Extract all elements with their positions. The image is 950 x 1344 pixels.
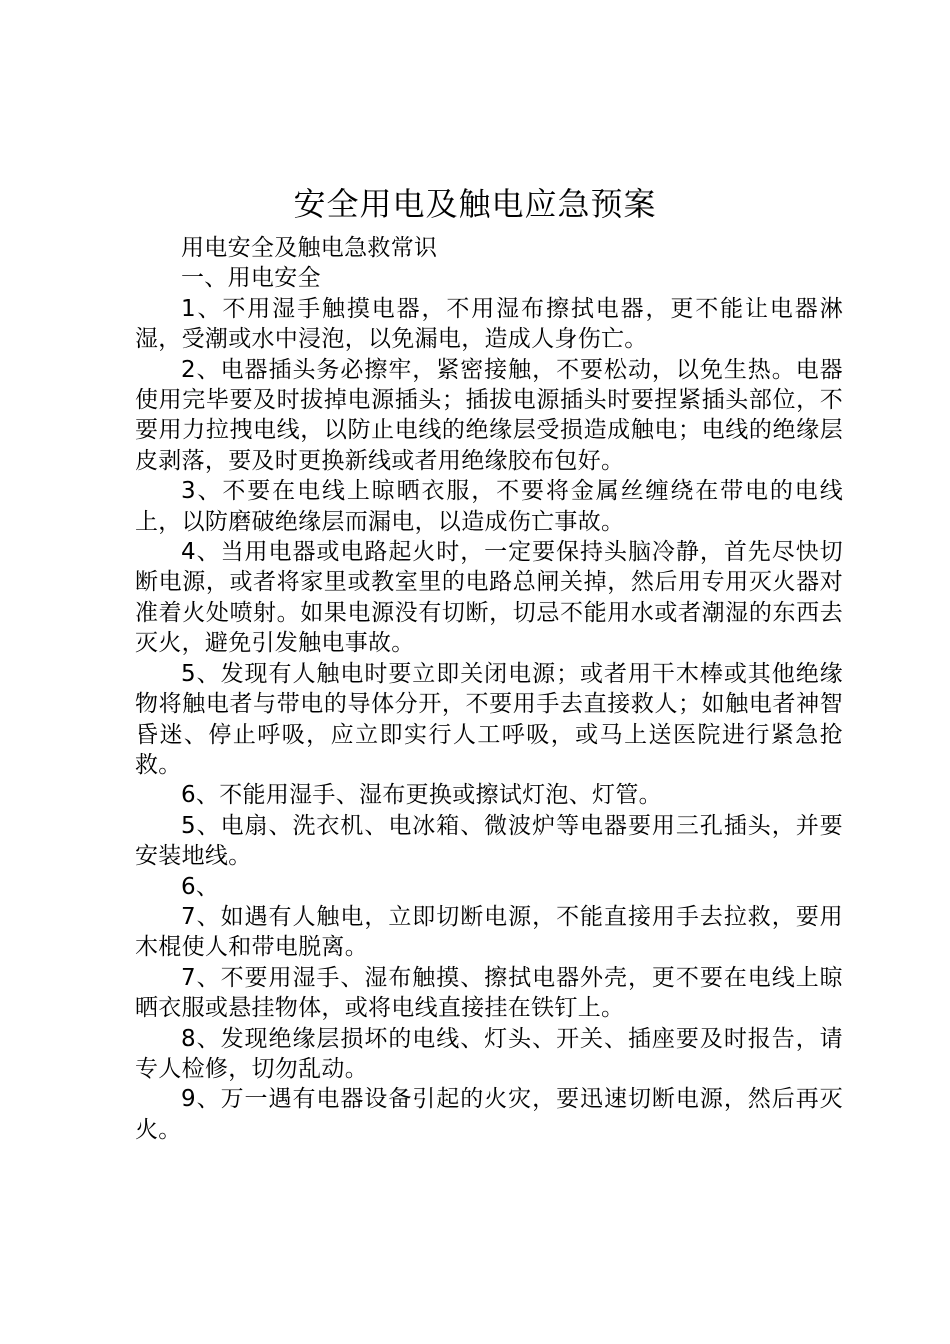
- section-heading: 用电安全及触电急救常识: [181, 235, 438, 261]
- subsection-heading: 一、用电安全: [181, 265, 321, 292]
- paragraph: 8、发现绝缘层损坏的电线、灯头、开关、插座要及时报告，请专人检修，切勿乱动。: [135, 1025, 843, 1082]
- paragraph: 7、如遇有人触电，立即切断电源，不能直接用手去拉救，要用木棍使人和带电脱离。: [135, 903, 843, 961]
- document-title: 安全用电及触电应急预案: [293, 185, 657, 223]
- paragraph: 4、当用电器或电路起火时，一定要保持头脑冷静，首先尽快切断电源，或者将家里或教室里的电路总闸关掉，然后用专用灭火器对准着火处喷射。如果电源没有切断，切忌不能用水或者潮湿的东西去灭火，避免引发触电事故。: [135, 539, 843, 657]
- paragraph: 6、: [181, 873, 220, 900]
- paragraph: 6、不能用湿手、湿布更换或擦试灯泡、灯管。: [181, 782, 662, 809]
- paragraph: 3、不要在电线上晾晒衣服，不要将金属丝缠绕在带电的电线上，以防磨破绝缘层而漏电，以造成伤亡事故。: [135, 478, 843, 535]
- paragraph: 7、不要用湿手、湿布触摸、擦拭电器外壳，更不要在电线上晾晒衣服或悬挂物体，或将电线直接挂在铁钉上。: [135, 964, 843, 1022]
- paragraph: 9、万一遇有电器设备引起的火灾，要迅速切断电源，然后再灭火。: [135, 1086, 843, 1143]
- paragraph: 5、发现有人触电时要立即关闭电源；或者用干木棒或其他绝缘物将触电者与带电的导体分开，不要用手去直接救人；如触电者神智昏迷、停止呼吸，应立即实行人工呼吸，或马上送医院进行紧急抢救。: [135, 660, 843, 778]
- paragraph: 2、电器插头务必擦牢，紧密接触，不要松动，以免生热。电器使用完毕要及时拔掉电源插头；插拔电源插头时要捏紧插头部位，不要用力拉拽电线，以防止电线的绝缘层受损造成触电；电线的绝缘层皮剥落，要及时更换新线或者用绝缘胶布包好。: [135, 356, 843, 474]
- paragraph: 1、不用湿手触摸电器，不用湿布擦拭电器，更不能让电器淋湿，受潮或水中浸泡，以免漏电，造成人身伤亡。: [135, 295, 843, 353]
- document-body: [135, 233, 843, 1145]
- paragraph: 5、电扇、洗衣机、电冰箱、微波炉等电器要用三孔插头，并要安装地线。: [135, 812, 843, 870]
